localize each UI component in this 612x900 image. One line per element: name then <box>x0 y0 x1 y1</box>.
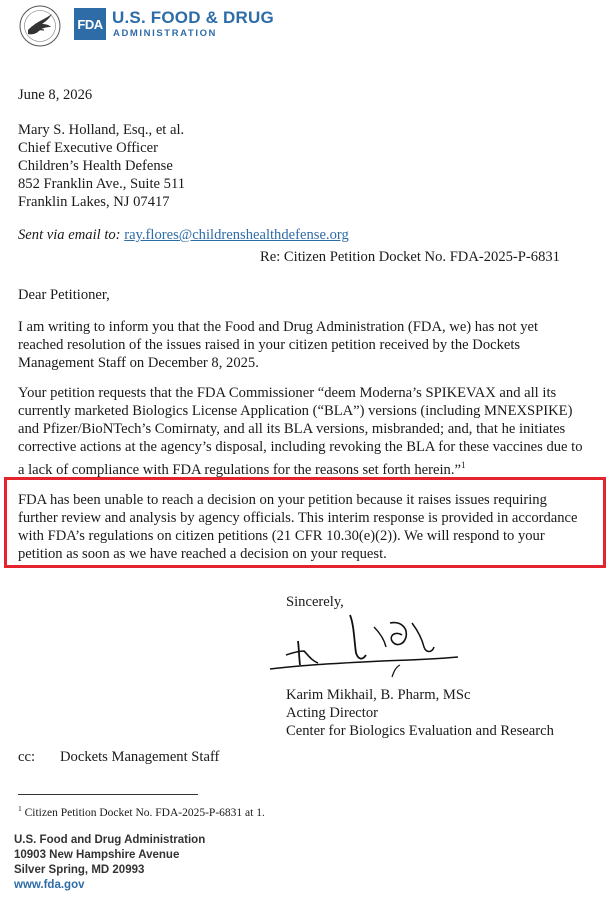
recipient-address <box>18 121 185 211</box>
footer-org: U.S. Food and Drug Administration <box>14 834 206 846</box>
paragraph-line: corrective actions at the agency’s disposal, including revoking the BLA for these vaccines due to <box>18 439 583 455</box>
footnote-text: Citizen Petition Docket No. FDA-2025-P-6831 at 1. <box>24 806 265 819</box>
paragraph-line <box>18 456 608 479</box>
paragraph-3-highlighted <box>18 491 608 563</box>
signer-title: Acting Director <box>286 705 378 721</box>
recipient-line: Franklin Lakes, NJ 07417 <box>18 194 170 210</box>
footnote <box>18 804 265 819</box>
re-line: Re: Citizen Petition Docket No. FDA-2025-P-6831 <box>260 249 560 265</box>
recipient-line: Chief Executive Officer <box>18 140 158 156</box>
footnote-divider <box>18 794 198 795</box>
signer-name: Karim Mikhail, B. Pharm, MSc <box>286 687 471 703</box>
agency-subtitle: ADMINISTRATION <box>113 28 218 39</box>
paragraph-line: Management Staff on December 8, 2025. <box>18 355 259 371</box>
footnote-reference: 1 <box>460 460 466 470</box>
paragraph-line: petition as soon as we have reached a decision on your request. <box>18 546 387 562</box>
recipient-line: 852 Franklin Ave., Suite 511 <box>18 176 186 192</box>
sent-via-line <box>18 226 349 244</box>
paragraph-line: FDA has been unable to reach a decision on your petition because it raises issues requiring <box>18 492 547 508</box>
recipient-line: Children’s Health Defense <box>18 158 173 174</box>
handwritten-signature <box>262 605 462 685</box>
cc-value: Dockets Management Staff <box>60 749 220 765</box>
paragraph-line: I am writing to inform you that the Food and Drug Administration (FDA, we) has not yet <box>18 319 539 335</box>
footer-street: 10903 New Hampshire Avenue <box>14 849 180 861</box>
paragraph-line: with FDA’s regulations on citizen petitions (21 CFR 10.30(e)(2)). We will respond to your <box>18 528 545 544</box>
footer-website-link[interactable]: www.fda.gov <box>14 879 85 891</box>
footer-city: Silver Spring, MD 20993 <box>14 864 145 876</box>
paragraph-line: further review and analysis by agency officials. This interim response is provided in accordance <box>18 510 578 526</box>
signer-org: Center for Biologics Evaluation and Research <box>286 723 554 739</box>
paragraph-text: a lack of compliance with FDA regulations for the reasons set forth herein.” <box>18 461 461 478</box>
email-link[interactable]: ray.flores@childrenshealthdefense.org <box>124 227 349 243</box>
paragraph-2 <box>18 384 608 479</box>
paragraph-line: reached resolution of the issues raised in your citizen petition received by the Dockets <box>18 337 521 353</box>
recipient-line: Mary S. Holland, Esq., et al. <box>18 122 185 138</box>
fda-logo-box: FDA <box>74 8 106 40</box>
paragraph-line: Your petition requests that the FDA Commissioner “deem Moderna’s SPIKEVAX and all its <box>18 385 557 401</box>
paragraph-line: currently marketed Biologics License Application (“BLA”) versions (including MNEXSPIKE) <box>18 403 573 419</box>
footnote-mark: 1 <box>18 804 22 813</box>
signer-block <box>286 686 554 740</box>
letter-date: June 8, 2026 <box>18 87 93 103</box>
closing: Sincerely, <box>286 594 344 610</box>
sent-via-label: Sent via email to: <box>18 227 121 243</box>
paragraph-line: and Pfizer/BioNTech’s Comirnaty, and all its BLA versions, misbranded; and, that he initiates <box>18 421 566 437</box>
salutation: Dear Petitioner, <box>18 287 110 303</box>
hhs-seal-logo <box>18 4 62 48</box>
paragraph-1 <box>18 318 608 372</box>
cc-label: cc: <box>18 749 36 765</box>
agency-name: U.S. FOOD & DRUG <box>112 8 274 27</box>
